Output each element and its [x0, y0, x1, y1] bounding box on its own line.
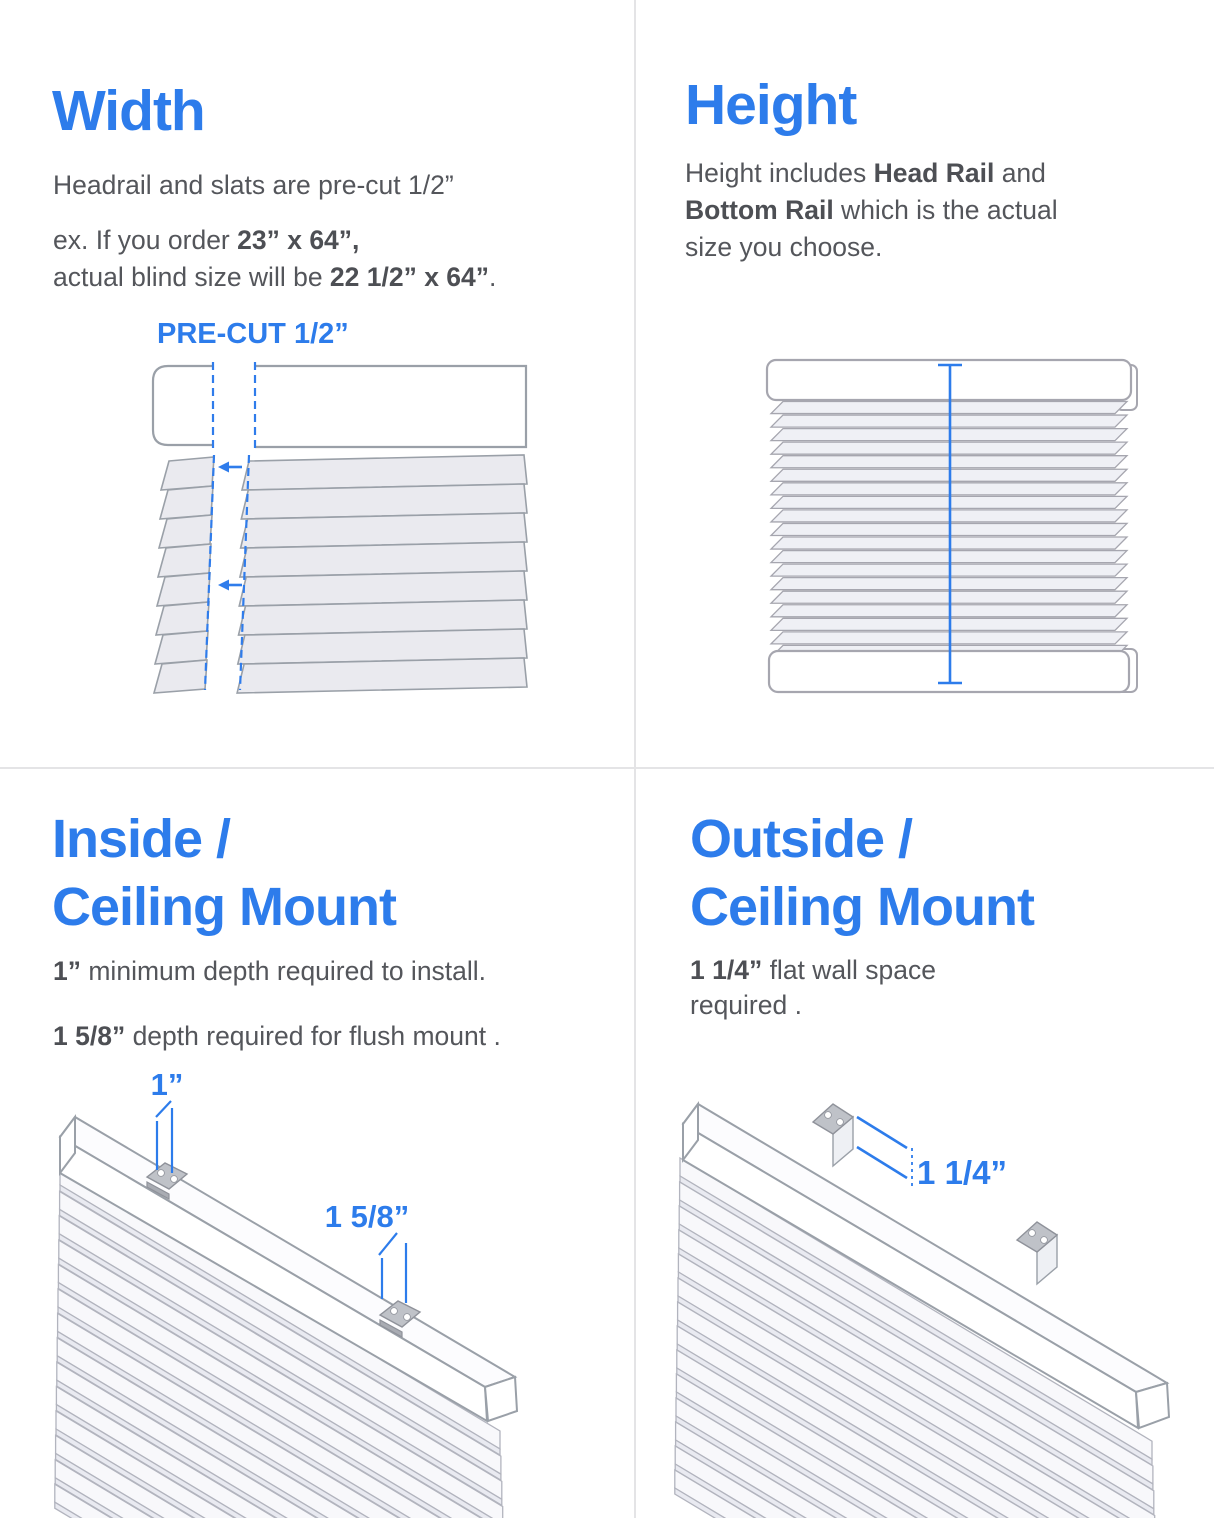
- slat: [160, 486, 213, 519]
- slat: [161, 457, 214, 490]
- height-diagram: [763, 356, 1140, 692]
- slat: [158, 544, 211, 577]
- example-seg: ex. If you order: [53, 225, 238, 255]
- headrail-left: [153, 366, 213, 445]
- width-panel: [0, 0, 634, 767]
- title-line: Inside /: [52, 809, 231, 869]
- wall-space-measure: [857, 1117, 912, 1190]
- inside-mount-diagram: [30, 1065, 610, 1518]
- desc-seg: and: [994, 158, 1046, 188]
- cut-arrow-icon: [218, 580, 242, 591]
- slat: [156, 602, 209, 635]
- desc-seg: which is the actual: [833, 195, 1058, 225]
- mounting-bracket: [1017, 1222, 1057, 1284]
- req-seg: depth required for flush mount .: [125, 1021, 501, 1051]
- slat: [157, 573, 210, 606]
- outside-req1-text: [690, 953, 936, 1023]
- bottom-rail-term: Bottom Rail: [685, 195, 834, 225]
- slat: [154, 660, 207, 693]
- width-diagram: [148, 355, 528, 690]
- example-seg: .: [489, 262, 497, 292]
- example-ordered-size: 23” x 64”,: [237, 225, 360, 255]
- wall-space-value: 1 1/4”: [690, 955, 763, 985]
- desc-seg: Height includes: [685, 158, 874, 188]
- height-panel: [636, 0, 1214, 767]
- title-line: Ceiling Mount: [690, 877, 1034, 937]
- wall-space-label: 1 1/4”: [917, 1154, 1007, 1191]
- slat: [159, 515, 212, 548]
- slat: [237, 658, 527, 693]
- width-title: Width: [52, 79, 205, 143]
- example-actual-size: 22 1/2” x 64”: [329, 262, 490, 292]
- width-intro-line: Headrail and slats are pre-cut 1/2”: [53, 170, 454, 200]
- cut-arrow-icon: [218, 462, 242, 473]
- example-seg: actual blind size will be: [53, 262, 330, 292]
- min-depth-measure: [156, 1101, 172, 1173]
- inside-mount-title: [52, 805, 396, 941]
- width-example-text: [53, 222, 496, 296]
- req-seg: required .: [690, 990, 802, 1020]
- req-seg: flat wall space: [762, 955, 937, 985]
- req-seg: minimum depth required to install.: [81, 956, 487, 986]
- mounting-bracket: [813, 1104, 853, 1166]
- flush-depth-label: 1 5/8”: [324, 1199, 410, 1234]
- outside-mount-title: [690, 805, 1034, 941]
- outside-mount-panel: [636, 769, 1214, 1518]
- inside-mount-panel: [0, 769, 634, 1518]
- height-title: Height: [685, 73, 857, 137]
- title-line: Outside /: [690, 809, 913, 869]
- headrail-right: [255, 366, 526, 447]
- slat: [155, 631, 208, 664]
- title-line: Ceiling Mount: [52, 877, 396, 937]
- flush-depth-value: 1 5/8”: [53, 1021, 126, 1051]
- precut-label: PRE-CUT 1/2”: [157, 318, 349, 350]
- outside-mount-diagram: [640, 1060, 1214, 1518]
- desc-seg: size you choose.: [685, 232, 883, 262]
- height-description: [685, 155, 1058, 266]
- width-intro-text: [53, 167, 454, 204]
- min-depth-label: 1”: [150, 1067, 184, 1102]
- inside-req1-text: [53, 953, 486, 990]
- flush-depth-measure: [379, 1233, 406, 1303]
- inside-req2-text: [53, 1018, 501, 1055]
- head-rail-term: Head Rail: [873, 158, 995, 188]
- min-depth-value: 1”: [53, 956, 81, 986]
